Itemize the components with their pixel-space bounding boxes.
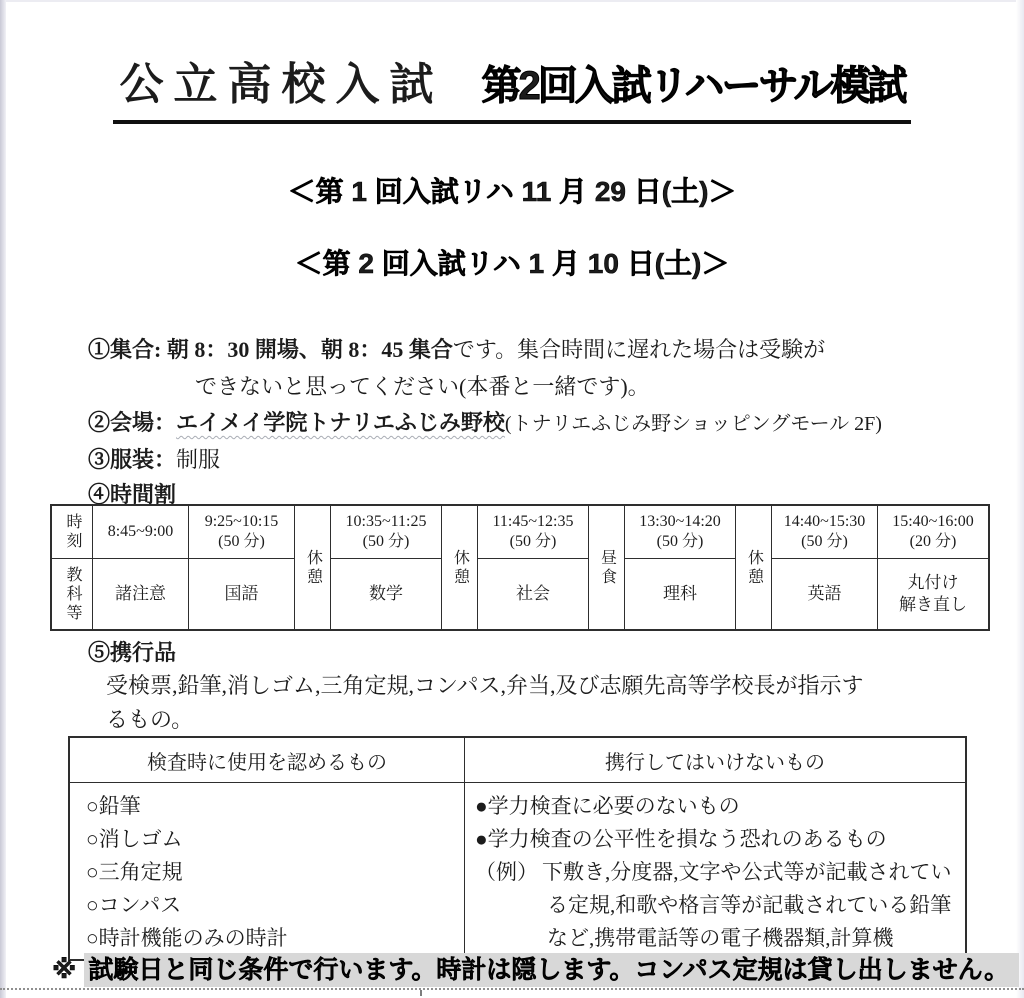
page-right-edge [1016,0,1024,998]
prohibited-item: ●学力検査に必要のないもの [475,794,740,818]
timetable-subject-cell: 諸注意 [93,559,189,631]
allowed-item: ○コンパス [86,893,182,917]
page-top-edge [0,0,1024,2]
timetable-subject-cell: 社会 [478,559,589,631]
title-underline [113,48,910,124]
timetable-time-cell: 11:45~12:35 (50 分) [478,505,589,559]
timetable-break-cell: 休憩 [295,505,331,630]
allowed-items-header: 検査時に使用を認めるもの [69,737,465,783]
timetable-time-cell: 14:40~15:30 (50 分) [772,505,878,559]
dress-code-info [88,443,220,474]
footnote-marker: ※ [52,956,77,984]
rehearsal-date-1: ＜第 1 回入試リハ 11 月 29 日(土)＞ [287,176,737,207]
timetable-row-label-time: 時刻 [51,505,93,559]
timetable-subject-cell: 数学 [331,559,442,631]
venue-name: エイメイ学院トナリエふじみ野校 [176,410,505,435]
venue-label: ②会場： [88,410,177,435]
timetable-subject-cell: 理科 [625,559,736,631]
dress-code-label: ③服装： [88,447,177,472]
belongings-heading: ⑤携行品 [88,640,177,665]
example-text: 下敷き,分度器,文字や公式等が記載されてい [542,860,952,884]
venue-info [88,406,882,437]
allowed-items-cell [69,783,465,961]
allowed-item: ○時計機能のみの時計 [86,926,288,950]
timetable-time-cell: 13:30~14:20 (50 分) [625,505,736,559]
prohibited-items-header: 携行してはいけないもの [465,737,967,783]
page-left-edge [0,0,6,998]
page-cut-line [0,988,1024,990]
allowed-item: ○三角定規 [86,860,183,884]
belongings-line-1: 受検票,鉛筆,消しゴム,三角定規,コンパス,弁当,及び志願先高等学校長が指示す [106,673,864,698]
allowed-item: ○鉛筆 [86,794,141,818]
assembly-wrap-text: できないと思ってください(本番と一緒です)。 [195,374,650,399]
belongings-paragraph [106,669,863,737]
prohibited-example-line [475,856,959,889]
assembly-tail-text: です。集合時間に遅れた場合は受験が [452,337,826,362]
timetable-subject-cell: 丸付け 解き直し [878,559,990,631]
rehearsal-date-2: ＜第 2 回入試リハ 1 月 10 日(土)＞ [294,248,730,279]
dress-code-value: 制服 [176,447,221,472]
timetable-time-cell: 10:35~11:25 (50 分) [331,505,442,559]
title-exam-name: 公立高校入試 [119,60,444,109]
page-title [0,48,1024,124]
timetable-heading: ④時間割 [88,482,177,507]
example-label: （例） [475,860,538,884]
timetable [50,504,990,631]
prohibited-example-line: など,携帯電話等の電子機器類,計算機 [547,926,894,950]
venue-note: (トナリエふじみ野ショッピングモール 2F) [504,413,882,435]
timetable-time-cell: 9:25~10:15 (50 分) [189,505,295,559]
timetable-subject-cell: 国語 [189,559,295,631]
timetable-break-cell: 休憩 [442,505,478,630]
timetable-time-cell: 15:40~16:00 (20 分) [878,505,990,559]
timetable-subject-cell: 英語 [772,559,878,631]
prohibited-item: ●学力検査の公平性を損なう恐れのあるもの [475,827,887,851]
prohibited-example-line: る定規,和歌や格言等が記載されている鉛筆 [547,893,952,917]
timetable-row-label-subject: 教科等 [51,559,93,631]
assembly-bold-text: ①集合: 朝 8：30 開場、朝 8：45 集合 [88,337,453,362]
belongings-line-2: るもの。 [106,707,194,732]
timetable-time-cell: 8:45~9:00 [93,505,189,559]
prohibited-items-cell [465,783,967,961]
belongings-table [68,736,967,961]
timetable-break-cell: 休憩 [736,505,772,630]
timetable-lunch-cell: 昼食 [589,505,625,630]
exam-conditions-footnote [52,955,1016,985]
title-mock-test-name: 第2回入試リハーサル模試 [481,64,905,108]
footnote-highlighted-text: 試験日と同じ条件で行います。時計は隠します。コンパス定規は貸し出しません。 [84,953,1019,987]
page-cut-tick [420,990,422,996]
allowed-item: ○消しゴム [86,827,183,851]
assembly-info [88,331,1004,405]
